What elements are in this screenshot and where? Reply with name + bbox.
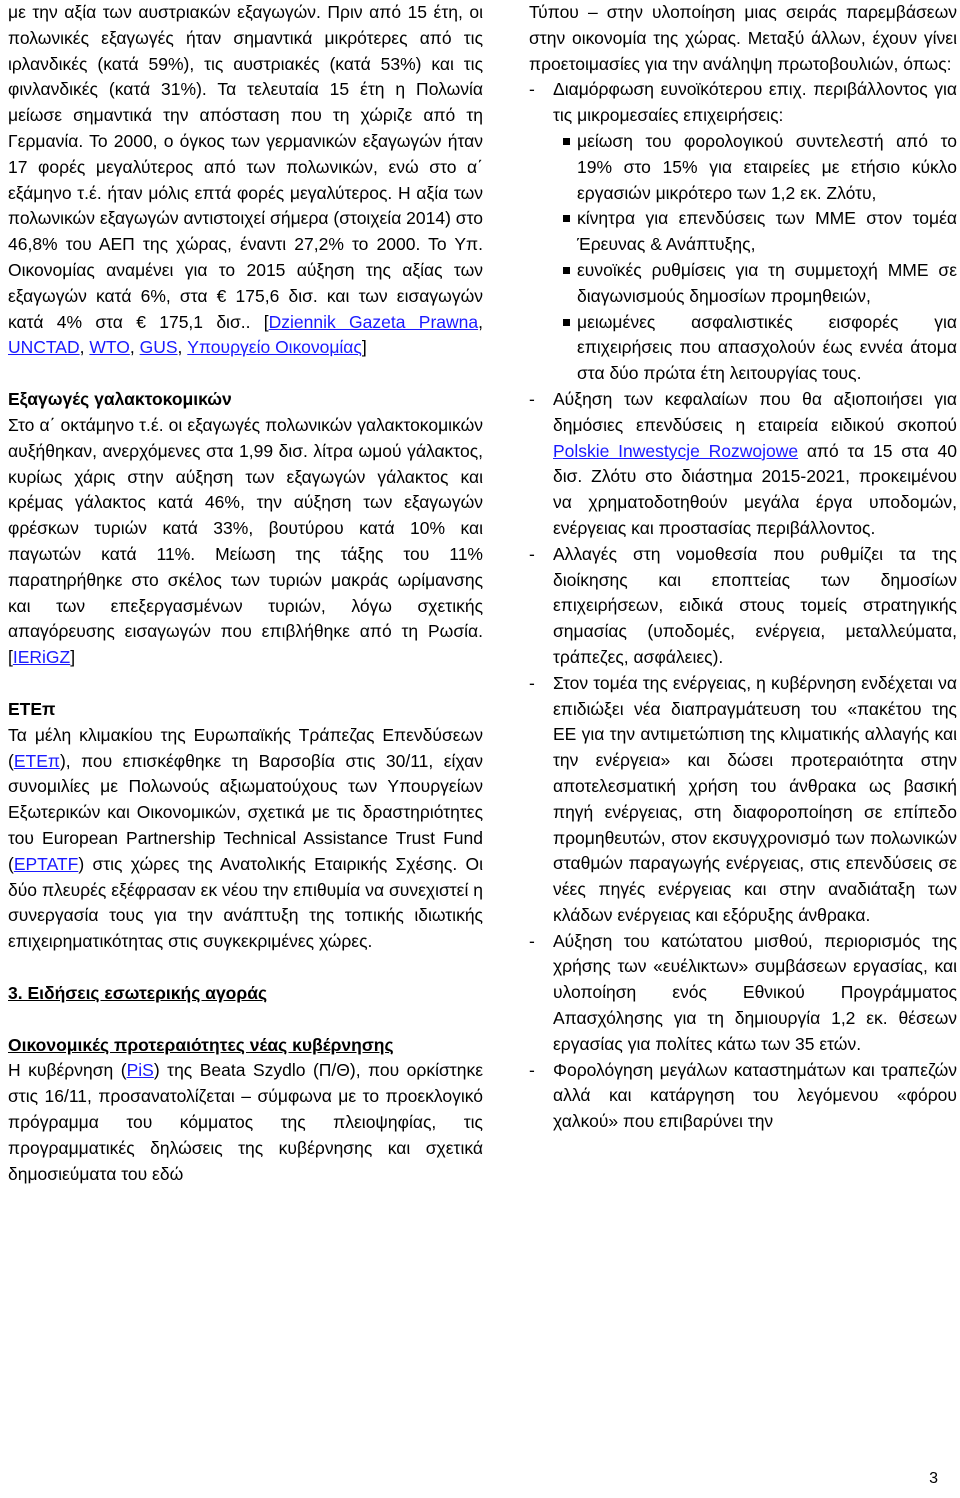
sub-list-item: μειωμένες ασφαλιστικές εισφορές για επιχειρήσεις που απασχολούν έως εννέα άτομα στα δύο πρώτα έτη λειτουργίας τους.	[529, 310, 957, 387]
list-item: - Αλλαγές στη νομοθεσία που ρυθμίζει τα της διοίκησης και εποπτείας των δημοσίων επιχειρήσεων, ειδικά στους τομείς στρατηγικής σημασίας (υποδομές, ενέργεια, μεταλλεύματα, τράπεζες, ασφάλειες).	[529, 543, 957, 667]
source-link-unctad[interactable]: UNCTAD	[8, 337, 80, 358]
source-link-dgp[interactable]: Dziennik Gazeta Prawna	[268, 311, 479, 332]
list-item: - Αύξηση των κεφαλαίων που θα αξιοποιήσει για δημόσιες επενδύσεις η εταιρεία ειδικού σκοπού Polskie Inwestycje Rozwojowe από τα 15 στα 40 δισ. Ζλότυ στο διάστημα 2015-2021, προκειμένου να χρηματοδοτηθούν μεγάλα έργα υποδομών, ενέργειας και προστασίας περιβάλλοντος.	[529, 388, 957, 538]
source-link-gus[interactable]: GUS	[139, 337, 178, 358]
dash-marker: -	[529, 388, 535, 409]
dash-marker: -	[529, 1059, 535, 1080]
eib-link[interactable]: ΕΤΕπ	[13, 750, 60, 771]
eib-paragraph: Τα μέλη κλιμακίου της Ευρωπαϊκής Τράπεζας Επενδύσεων (ΕΤΕπ), που επισκέφθηκε τη Βαρσοβία στις 30/11, είχαν συνομιλίες με Πολωνούς αξιωματούχους των Υπουργείων Εξωτερικών και Οικονομικών, σχετικά με τις δραστηριότητες του European Partnership Technical Assistance Trust Fund (EPTATF) στις χώρες της Ανατολικής Εταιρικής Σχέσης. Οι δύο πλευρές εξέφρασαν εκ νέου την επιθυμία να συνεχιστεί η συνεργασία τους για την ανάπτυξη της τοπικής ιδιωτικής επιχειρηματικότητας στις συγκεκριμένες χώρες.	[8, 724, 483, 952]
dairy-paragraph: Στο α΄ οκτάμηνο τ.έ. οι εξαγωγές πολωνικών γαλακτοκομικών αυξήθηκαν, ανερχόμενες στα 1,99 δισ. λίτρα ωμού γάλακτος, κυρίως χάρις στην αύξηση των εξαγωγών γάλακτος και κρέμας γάλακτος κατά 46%, την αύξηση των εξαγωγών φρέσκων τυριών κατά 33%, βουτύρου κατά 10% και παγωτών κατά 11%. Μείωση της τάξης του 11% παρατηρήθηκε στο σκέλος των τυριών μακράς ωρίμανσης και των επεξεργασμένων τυριών, λόγω σχετικής απαγόρευσης εισαγωγών που επιβλήθηκε από τη Ρωσία. [IERiGZ]	[8, 414, 483, 668]
dash-marker: -	[529, 672, 535, 693]
list-item: - Διαμόρφωση ευνοϊκότερου επιχ. περιβάλλοντος για τις μικρομεσαίες επιχειρήσεις:	[529, 79, 957, 126]
exports-paragraph: με την αξία των αυστριακών εξαγωγών. Πριν από 15 έτη, οι πολωνικές εξαγωγές ήταν σημαντικά μικρότερες από τις ιρλανδικές (κατά 59%), τις αυστριακές (κατά 53%) και τις φινλανδικές (κατά 31%). Τα τελευταία 15 έτη η Πολωνία μείωσε σημαντικά την απόσταση που τη χώριζε από τη Γερμανία. Το 2000, ο όγκος των γερμανικών εξαγωγών ήταν 17 φορές μεγαλύτερος από των πολωνικών, ενώ στο α΄ εξάμηνο τ.έ. ήταν μόλις επτά φορές μεγαλύτερος. Η αξία των πολωνικών εξαγωγών αντιστοιχεί σήμερα (στοιχεία 2014) στο 46,8% του ΑΕΠ της χώρας, έναντι 27,2% το 2000. Το Υπ. Οικονομίας αναμένει για το 2015 αύξηση της αξίας των εξαγωγών κατά 6%, στα € 175,6 δισ. και των εισαγωγών κατά 4% στα € 175,1 δισ.. [Dziennik Gazeta Prawna, UNCTAD, WTO, GUS, Υπουργείο Οικονομίας]	[8, 2, 483, 358]
source-link-wto[interactable]: WTO	[89, 337, 130, 358]
sub-list-item: ευνοϊκές ρυθμίσεις για τη συμμετοχή ΜΜΕ σε διαγωνισμούς δημοσίων προμηθειών,	[529, 258, 957, 310]
eptatf-link[interactable]: EPTATF	[13, 853, 79, 874]
dash-marker: -	[529, 930, 535, 951]
eib-heading: ΕΤΕπ	[8, 698, 56, 719]
list-item: - Φορολόγηση μεγάλων καταστημάτων και τραπεζών αλλά και κατάργηση του λεγόμενου «φόρου χαλκού» που επιβαρύνει την	[529, 1059, 957, 1132]
government-priorities-heading: Οικονομικές προτεραιότητες νέας κυβέρνησης	[8, 1034, 394, 1055]
right-column	[529, 0, 957, 1135]
source-link-ierigz[interactable]: IERiGZ	[12, 647, 71, 668]
government-paragraph: Η κυβέρνηση (PiS) της Beata Szydlo (Π/Θ), που ορκίστηκε στις 16/11, προσανατολίζεται – σύμφωνα με το προεκλογικό πρόγραμμα του κόμματος της πλειοψηφίας, τις προγραμματικές δηλώσεις της κυβέρνησης και σχετικά δημοσιεύματα του εδώ	[8, 1060, 484, 1184]
pis-link[interactable]: PiS	[126, 1060, 154, 1081]
left-column	[8, 0, 483, 1187]
dairy-heading: Εξαγωγές γαλακτοκομικών	[8, 389, 232, 410]
source-link-ministry[interactable]: Υπουργείο Οικονομίας	[187, 337, 362, 358]
intro-paragraph: Τύπου – στην υλοποίηση μιας σειράς παρεμβάσεων στην οικονομία της χώρας. Μεταξύ άλλων, έχουν γίνει προετοιμασίες για την ανάληψη πρωτοβουλιών, όπως:	[529, 2, 957, 74]
sub-list-item: κίνητρα για επενδύσεις των ΜΜΕ στον τομέα Έρευνας & Ανάπτυξης,	[529, 206, 957, 258]
square-bullet-icon	[563, 215, 570, 222]
square-bullet-icon	[563, 138, 570, 145]
list-item: - Στον τομέα της ενέργειας, η κυβέρνηση ενδέχεται να επιδιώξει νέα διαπραγμάτευση του «πακέτου της ΕΕ για την αντιμετώπιση της κλιματικής αλλαγής και την ενέργεια» και δώσει προτεραιότητα στην αποτελεσματική χρήση του άνθρακα ως βασική πηγή ενέργειας, στη διαφοροποίηση σε επίπεδο προμηθευτών, στον εκσυγχρονισμό των πολωνικών σταθμών παραγωγής ενέργειας, στις επενδύσεις σε νέες πηγές ενέργειας και στην αναδιάταξη των κλάδων ενέργειας και εξόρυξης άνθρακα.	[529, 672, 957, 925]
section-3-heading: 3. Ειδήσεις εσωτερικής αγοράς	[8, 982, 268, 1003]
square-bullet-icon	[563, 319, 570, 326]
dash-marker: -	[529, 543, 535, 564]
square-bullet-icon	[563, 267, 570, 274]
sub-list-item: μείωση του φορολογικού συντελεστή από το 19% στο 15% για εταιρείες με ετήσιο κύκλο εργασιών μικρότερο των 1,2 εκ. Ζλότυ,	[529, 129, 957, 206]
pir-link[interactable]: Polskie Inwestycje Rozwojowe	[553, 440, 799, 461]
dash-marker: -	[529, 79, 535, 100]
page-number: 3	[929, 1470, 938, 1487]
list-item: - Αύξηση του κατώτατου μισθού, περιορισμός της χρήσης των «ευέλικτων» συμβάσεων εργασίας, και υλοποίηση ενός Εθνικού Προγράμματος Απασχόλησης για τη δημιουργία 1,2 εκ. θέσεων εργασίας για πολίτες κάτω των 35 ετών.	[529, 930, 957, 1054]
